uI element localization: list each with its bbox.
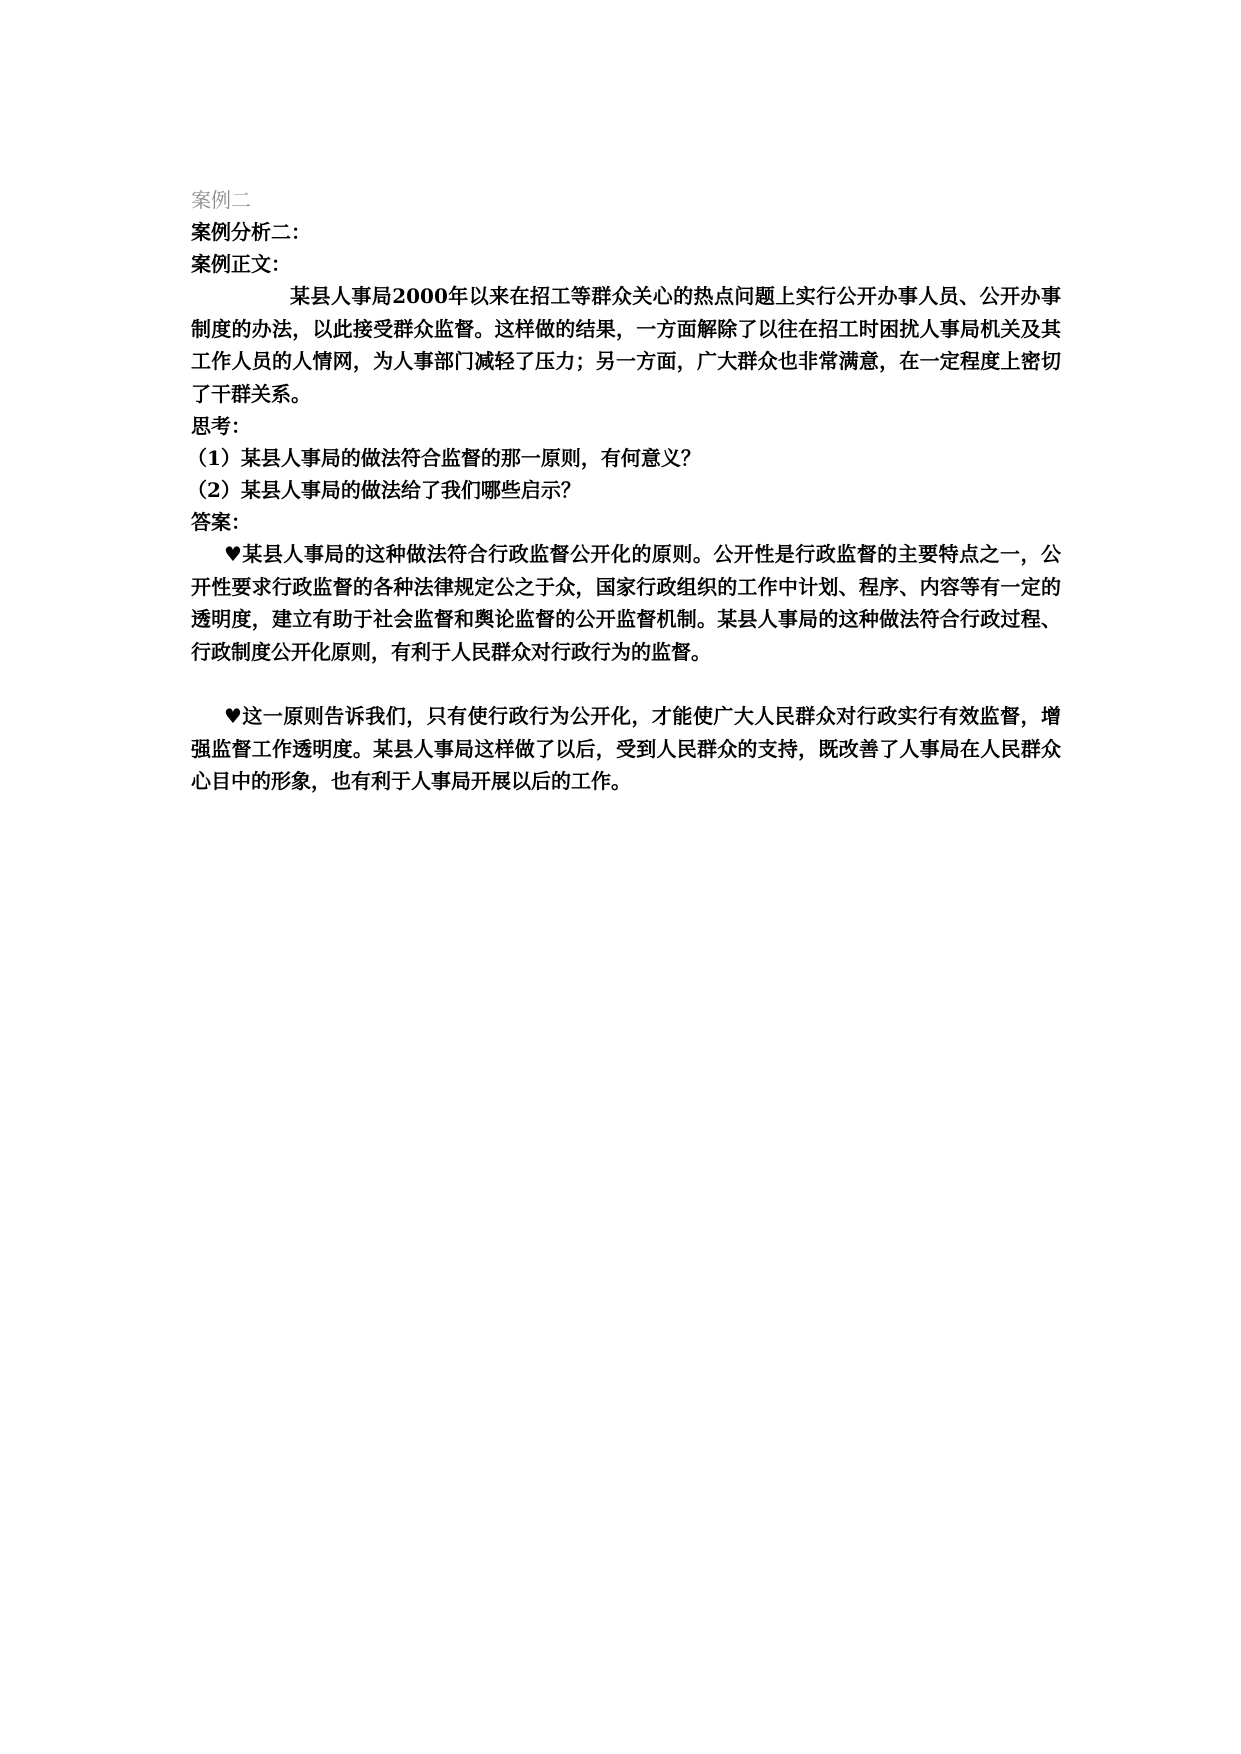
case-title: 案例二 (191, 188, 251, 212)
answer-heading: 答案： (191, 510, 251, 534)
case-text-heading: 案例正文： (191, 252, 291, 276)
answer-paragraph-2: ♥这一原则告诉我们，只有使行政行为公开化，才能使广大人民群众对行政实行有效监督，增强监督工作透明度。某县人事局这样做了以后，受到人民群众的支持，既改善了人事局在人民群众心目中的形象，也有利于人事局开展以后的工作。 (191, 704, 1061, 793)
question-2: （2）某县人事局的做法给了我们哪些启示？ (187, 478, 581, 502)
answer-paragraph-1: ♥某县人事局的这种做法符合行政监督公开化的原则。公开性是行政监督的主要特点之一，公开性要求行政监督的各种法律规定公之于众，国家行政组织的工作中计划、程序、内容等有一定的透明度，建立有助于社会监督和舆论监督的公开监督机制。某县人事局的这种做法符合行政过程、行政制度公开化原则，有利于人民群众对行政行为的监督。 (191, 542, 1061, 664)
paragraph-gap (191, 668, 1061, 700)
document-page (187, 184, 1061, 798)
think-heading: 思考： (191, 414, 251, 438)
question-1: （1）某县人事局的做法符合监督的那一原则，有何意义？ (187, 446, 701, 470)
case-body-paragraph: 某县人事局2000年以来在招工等群众关心的热点问题上实行公开办事人员、公开办事制度的办法，以此接受群众监督。这样做的结果，一方面解除了以往在招工时困扰人事局机关及其工作人员的人情网，为人事部门减轻了压力；另一方面，广大群众也非常满意，在一定程度上密切了干群关系。 (191, 284, 1061, 406)
case-analysis-heading: 案例分析二： (191, 220, 311, 244)
